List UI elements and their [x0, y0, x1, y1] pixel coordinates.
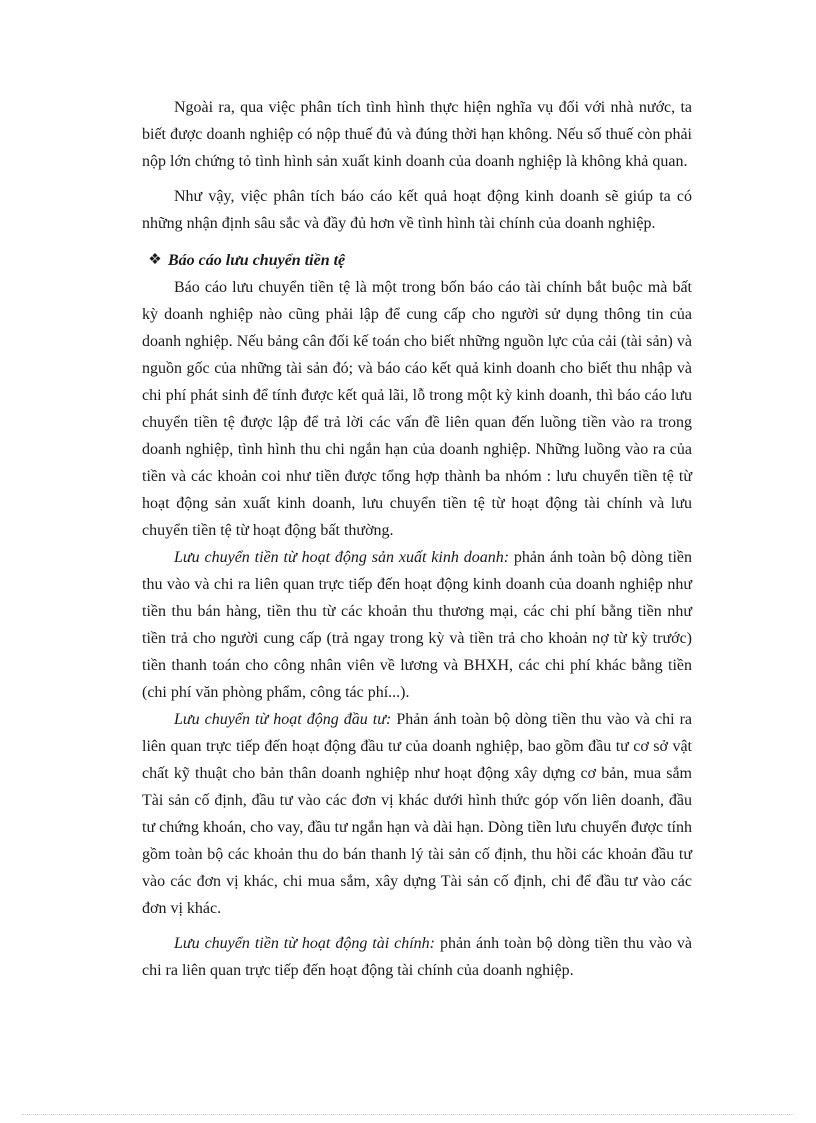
investing-flow-lead: Lưu chuyển từ hoạt động đầu tư:: [174, 711, 392, 728]
financing-flow-lead: Lưu chuyển tiền từ hoạt động tài chính:: [174, 935, 435, 952]
document-body: [142, 94, 692, 984]
diamond-bullet-icon: ❖: [148, 252, 162, 268]
paragraph-investing-flow: [142, 706, 692, 922]
paragraph-financing-flow: [142, 930, 692, 984]
page-bottom-rule: [22, 1114, 794, 1115]
operating-flow-text: phản ánh toàn bộ dòng tiền thu vào và chi ra liên quan trực tiếp đến hoạt động kinh doanh của doanh nghiệp như tiền thu bán hàng, tiền thu từ các khoản thu thương mại, các chi phí bằng tiền như tiền trả cho người cung cấp (trả ngay trong kỳ và tiền trả cho khoản nợ từ kỳ trước) tiền thanh toán cho công nhân viên về lương và BHXH, các chi phí khác bằng tiền (chi phí văn phòng phẩm, công tác phí...).: [142, 549, 692, 701]
operating-flow-lead: Lưu chuyển tiền từ hoạt động sản xuất kinh doanh:: [174, 549, 510, 566]
financing-flow-text: phản ánh toàn bộ dòng tiền thu vào và chi ra liên quan trực tiếp đến hoạt động tài chính của doanh nghiệp.: [142, 935, 692, 979]
paragraph-tax-obligation: Ngoài ra, qua việc phân tích tình hình thực hiện nghĩa vụ đối với nhà nước, ta biết được doanh nghiệp có nộp thuế đủ và đúng thời hạn không. Nếu số thuế còn phải nộp lớn chứng tỏ tình hình sản xuất kinh doanh của doanh nghiệp là không khả quan.: [142, 99, 692, 170]
section-heading-text: Báo cáo lưu chuyển tiền tệ: [168, 252, 346, 269]
section-heading-cash-flow: [142, 247, 692, 274]
paragraph-summary: Như vậy, việc phân tích báo cáo kết quả hoạt động kinh doanh sẽ giúp ta có những nhận định sâu sắc và đầy đủ hơn về tình hình tài chính của doanh nghiệp.: [142, 188, 692, 232]
paragraph-operating-flow: [142, 544, 692, 706]
investing-flow-text: Phản ánh toàn bộ dòng tiền thu vào và chi ra liên quan trực tiếp đến hoạt động đầu tư của doanh nghiệp, bao gồm đầu tư cơ sở vật chất kỹ thuật cho bản thân doanh nghiệp như hoạt động xây dựng cơ bản, mua sắm Tài sản cố định, đầu tư vào các đơn vị khác dưới hình thức góp vốn liên doanh, đầu tư chứng khoán, cho vay, đầu tư ngắn hạn và dài hạn. Dòng tiền lưu chuyển được tính gồm toàn bộ các khoản thu do bán thanh lý tài sản cố định, thu hồi các khoản đầu tư vào các đơn vị khác, chi mua sắm, xây dựng Tài sản cố định, chi để đầu tư vào các đơn vị khác.: [142, 711, 693, 917]
paragraph-cash-flow-overview: Báo cáo lưu chuyển tiền tệ là một trong bốn báo cáo tài chính bắt buộc mà bất kỳ doanh nghiệp nào cũng phải lập để cung cấp cho người sử dụng thông tin của doanh nghiệp. Nếu bảng cân đối kế toán cho biết những nguồn lực của cải (tài sản) và nguồn gốc của những tài sản đó; và báo cáo kết quả kinh doanh cho biết thu nhập và chi phí phát sinh để tính được kết quả lãi, lỗ trong một kỳ kinh doanh, thì báo cáo lưu chuyển tiền tệ được lập để trả lời các vấn đề liên quan đến luồng tiền vào ra trong doanh nghiệp, tình hình thu chi ngắn hạn của doanh nghiệp. Những luồng vào ra của tiền và các khoản coi như tiền được tổng hợp thành ba nhóm : lưu chuyển tiền tệ từ hoạt động sản xuất kinh doanh, lưu chuyển tiền tệ từ hoạt động tài chính và lưu chuyển tiền tệ từ hoạt động bất thường.: [142, 279, 692, 539]
